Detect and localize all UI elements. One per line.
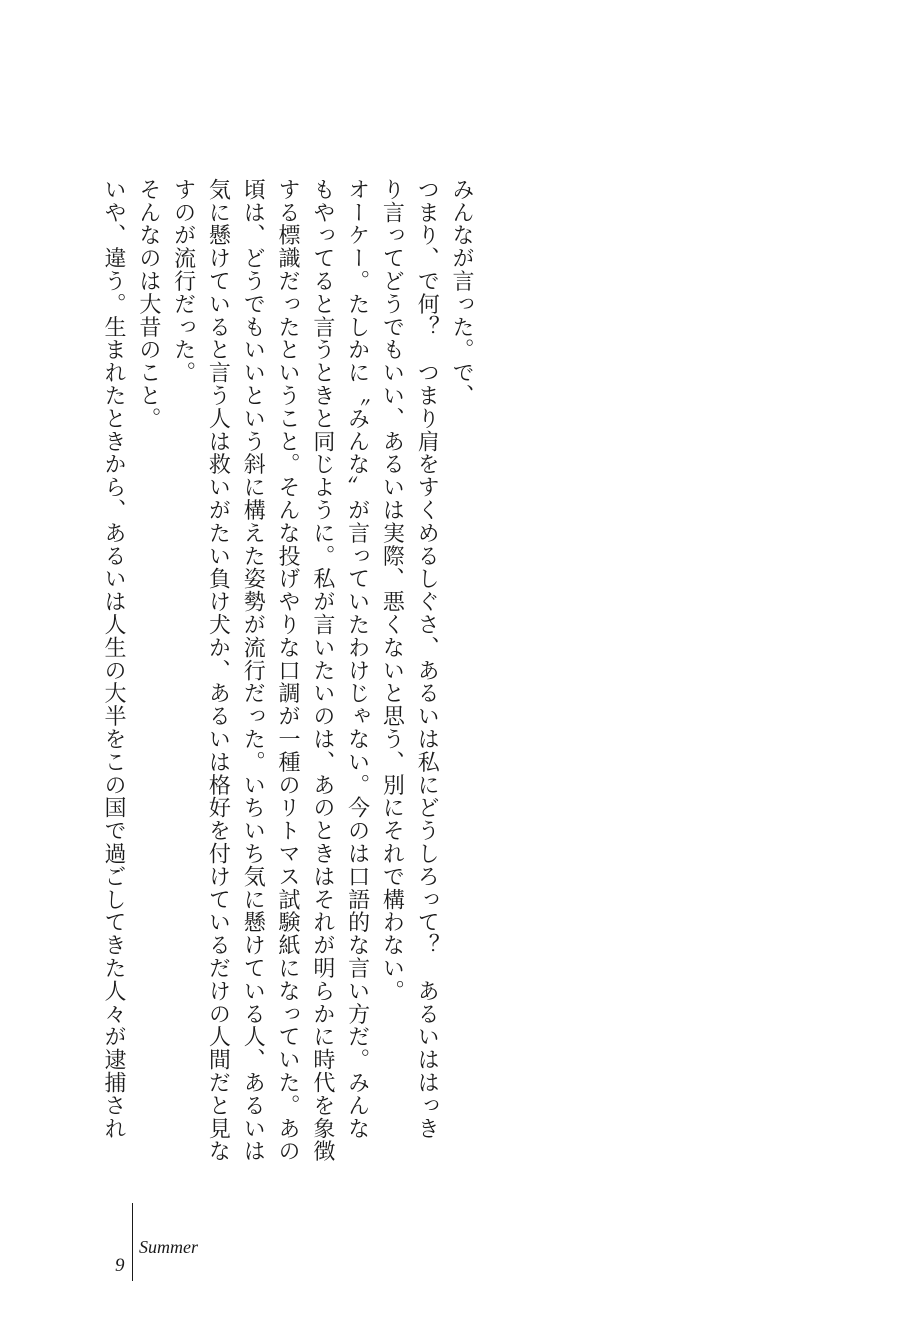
text-line: する標識だったということ。そんな投げやりな口調が一種のリトマス試験紙になっていた。あの [275,178,301,1163]
vertical-body-text [95,178,478,1163]
text-line: つまり、で何？ つまり肩をすくめるしぐさ、あるいは私にどうしろって？ あるいははっき [414,178,440,1140]
text-line: いや、違う。生まれたときから、あるいは人生の大半をこの国で過ごしてきた人々が逮捕され [101,178,127,1140]
text-line: そんなのは大昔のこと。 [135,178,161,430]
text-line: もやってると言うときと同じように。私が言いたいのは、あのときはそれが明らかに時代を象徴 [309,178,335,1163]
text-line: 頃は、どうでもいいという斜に構えた姿勢が流行だった。いちいち気に懸けている人、あるいは [240,178,266,1163]
text-line: り言ってどうでもいい、あるいは実際、悪くないと思う、別にそれで構わない。 [379,178,405,1003]
running-title: Summer [139,1237,198,1257]
text-line: オーケー。たしかに〝みんな〟が言っていたわけじゃない。今のは口語的な言い方だ。みんな [344,178,370,1140]
page-footer [108,1203,258,1283]
folio-divider [132,1203,133,1281]
text-line: すのが流行だった。 [170,178,196,385]
text-line: 気に懸けていると言う人は救いがたい負け犬か、あるいは格好を付けているだけの人間だと見な [205,178,231,1163]
text-line: みんなが言った。で、 [449,178,474,407]
page-number: 9 [115,1255,125,1276]
